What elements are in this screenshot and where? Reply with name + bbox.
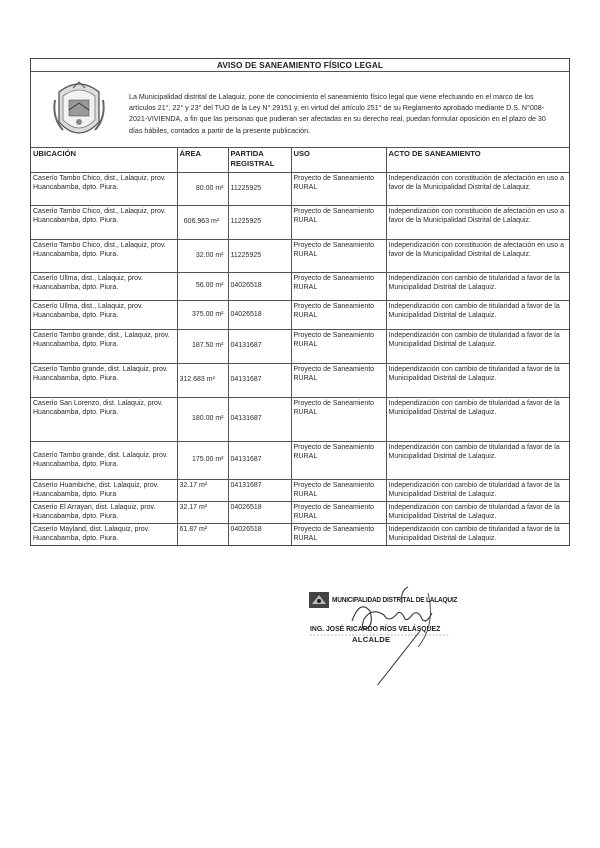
table-row: [31, 363, 569, 397]
notice-box: [30, 58, 570, 546]
table-row: [31, 501, 569, 523]
cell-area: 606.963 m²: [177, 205, 228, 239]
cell-partida: 04131687: [228, 397, 291, 441]
cell-acto: Independización con constitución de afectación en uso a favor de la Municipalidad Distrital de Lalaquiz.: [386, 205, 569, 239]
cell-uso: Proyecto de Saneamiento RURAL: [291, 397, 386, 441]
cell-acto: Independización con cambio de titularidad a favor de la Municipalidad Distrital de Lalaquiz.: [386, 441, 569, 479]
cell-uso: Proyecto de Saneamiento RURAL: [291, 329, 386, 363]
cell-area: 312.683 m²: [177, 363, 228, 397]
cell-area: 56.00 m²: [177, 272, 228, 300]
cell-ubicacion: Caserío El Arrayan, dist. Lalaquiz, prov. Huancabamba, dpto. Piura.: [31, 501, 177, 523]
cell-partida: 04026518: [228, 523, 291, 545]
cell-acto: Independización con constitución de afectación en uso a favor de la Municipalidad Distrital de Lalaquiz.: [386, 172, 569, 205]
cell-partida: 11225925: [228, 239, 291, 272]
table-row: [31, 205, 569, 239]
intro-section: [31, 72, 569, 148]
cell-uso: Proyecto de Saneamiento RURAL: [291, 363, 386, 397]
cell-ubicacion: Caserío Tambo grande, dist., Lalaquiz, prov. Huancabamba, dpto. Piura.: [31, 329, 177, 363]
cell-uso: Proyecto de Saneamiento RURAL: [291, 239, 386, 272]
cell-ubicacion: Caserío Mayland, dist. Lalaquiz, prov. Huancabamba, dpto. Piura.: [31, 523, 177, 545]
cell-acto: Independización con constitución de afectación en uso a favor de la Municipalidad Distrital de Lalaquiz.: [386, 239, 569, 272]
col-header-ubicacion: UBICACIÓN: [31, 148, 177, 172]
table-row: [31, 441, 569, 479]
cell-partida: 11225925: [228, 205, 291, 239]
cell-partida: 11225925: [228, 172, 291, 205]
cell-partida: 04131687: [228, 479, 291, 501]
col-header-partida: PARTIDA REGISTRAL: [228, 148, 291, 172]
signature-name: ING. JOSÉ RICARDO RÍOS VELÁSQUEZ: [310, 624, 441, 633]
cell-partida: 04026518: [228, 300, 291, 329]
cell-area: 61.87 m²: [177, 523, 228, 545]
cell-ubicacion: Caserío San Lorenzo, dist. Lalaquiz, prov. Huancabamba, dpto. Piura.: [31, 397, 177, 441]
table-row: [31, 329, 569, 363]
cell-partida: 04026518: [228, 272, 291, 300]
cell-acto: Independización con cambio de titularidad a favor de la Municipalidad Distrital de Lalaquiz.: [386, 272, 569, 300]
cell-acto: Independización con cambio de titularidad a favor de la Municipalidad Distrital de Lalaquiz.: [386, 397, 569, 441]
cell-ubicacion: Caserío Tambo Chico, dist., Lalaquiz, prov. Huancabamba, dpto. Piura.: [31, 239, 177, 272]
cell-uso: Proyecto de Saneamiento RURAL: [291, 501, 386, 523]
cell-ubicacion: Caserío Tambo grande, dist. Lalaquiz, prov. Huancabamba, dpto. Piura.: [31, 363, 177, 397]
table-row: [31, 479, 569, 501]
intro-paragraph: La Municipalidad distrital de Lalaquiz, pone de conocimiento el saneamiento físico legal que viene efectuando en el marco de los artículos 21°, 22° y 23° del TUO de la Ley N° 29151 y, en virtud del artículo 251° de su Reglamento aprobado mediante D.S. N°008-2021-VIVIENDA, a fin que las personas que pudieran ser afectadas en su derecho real, puedan formular oposición en el plazo de 30 días hábiles, contados a partir de la presente publicación.: [129, 93, 546, 135]
cell-uso: Proyecto de Saneamiento RURAL: [291, 479, 386, 501]
cell-ubicacion: Caserío Ullma, dist., Lalaquiz, prov. Huancabamba, dpto. Piura.: [31, 272, 177, 300]
cell-partida: 04131687: [228, 329, 291, 363]
cell-acto: Independización con cambio de titularidad a favor de la Municipalidad Distrital de Lalaquiz.: [386, 523, 569, 545]
signature-block: [300, 585, 470, 685]
cell-area: 375.00 m²: [177, 300, 228, 329]
signature-org: MUNICIPALIDAD DISTRITAL DE LALAQUIZ: [332, 595, 458, 604]
cell-area: 180.00 m²: [177, 397, 228, 441]
cell-uso: Proyecto de Saneamiento RURAL: [291, 300, 386, 329]
cell-partida: 04026518: [228, 501, 291, 523]
col-header-acto: ACTO DE SANEAMIENTO: [386, 148, 569, 172]
cell-area: 187.50 m²: [177, 329, 228, 363]
municipal-seal-icon: [53, 78, 105, 144]
cell-ubicacion: Caserío Tambo Chico, dist., Lalaquiz, prov. Huancabamba, dpto. Piura.: [31, 172, 177, 205]
table-row: [31, 239, 569, 272]
cell-acto: Independización con cambio de titularidad a favor de la Municipalidad Distrital de Lalaquiz.: [386, 479, 569, 501]
cell-ubicacion: Caserío Huambiche, dist. Lalaquiz, prov. Huancabamba, dpto. Piura: [31, 479, 177, 501]
table-row: [31, 523, 569, 545]
table-header-row: [31, 148, 569, 172]
cell-area: 32.00 m²: [177, 239, 228, 272]
sanitation-table: [31, 148, 569, 545]
cell-ubicacion: Caserío Tambo Chico, dist., Lalaquiz, prov. Huancabamba, dpto. Piura.: [31, 205, 177, 239]
cell-area: 32.17 m²: [177, 479, 228, 501]
cell-area: 80.00 m²: [177, 172, 228, 205]
cell-ubicacion: Caserío Tambo grande, dist. Lalaquiz, prov. Huancabamba, dpto. Piura.: [31, 441, 177, 479]
col-header-area: ÁREA: [177, 148, 228, 172]
cell-uso: Proyecto de Saneamiento RURAL: [291, 523, 386, 545]
cell-acto: Independización con cambio de titularidad a favor de la Municipalidad Distrital de Lalaquiz.: [386, 329, 569, 363]
cell-uso: Proyecto de Saneamiento RURAL: [291, 272, 386, 300]
cell-acto: Independización con cambio de titularidad a favor de la Municipalidad Distrital de Lalaquiz.: [386, 300, 569, 329]
notice-title: AVISO DE SANEAMIENTO FÍSICO LEGAL: [31, 59, 569, 72]
table-row: [31, 397, 569, 441]
col-header-uso: USO: [291, 148, 386, 172]
cell-area: 175.00 m²: [177, 441, 228, 479]
cell-ubicacion: Caserío Ullma, dist., Lalaquiz, prov. Huancabamba, dpto. Piura.: [31, 300, 177, 329]
cell-uso: Proyecto de Saneamiento RURAL: [291, 205, 386, 239]
table-row: [31, 272, 569, 300]
table-row: [31, 300, 569, 329]
cell-partida: 04131687: [228, 441, 291, 479]
table-row: [31, 172, 569, 205]
cell-partida: 04131687: [228, 363, 291, 397]
cell-area: 32.17 m²: [177, 501, 228, 523]
cell-uso: Proyecto de Saneamiento RURAL: [291, 441, 386, 479]
cell-acto: Independización con cambio de titularidad a favor de la Municipalidad Distrital de Lalaquiz.: [386, 501, 569, 523]
cell-uso: Proyecto de Saneamiento RURAL: [291, 172, 386, 205]
signature-role: ALCALDE: [352, 635, 391, 644]
cell-acto: Independización con cambio de titularidad a favor de la Municipalidad Distrital de Lalaquiz.: [386, 363, 569, 397]
